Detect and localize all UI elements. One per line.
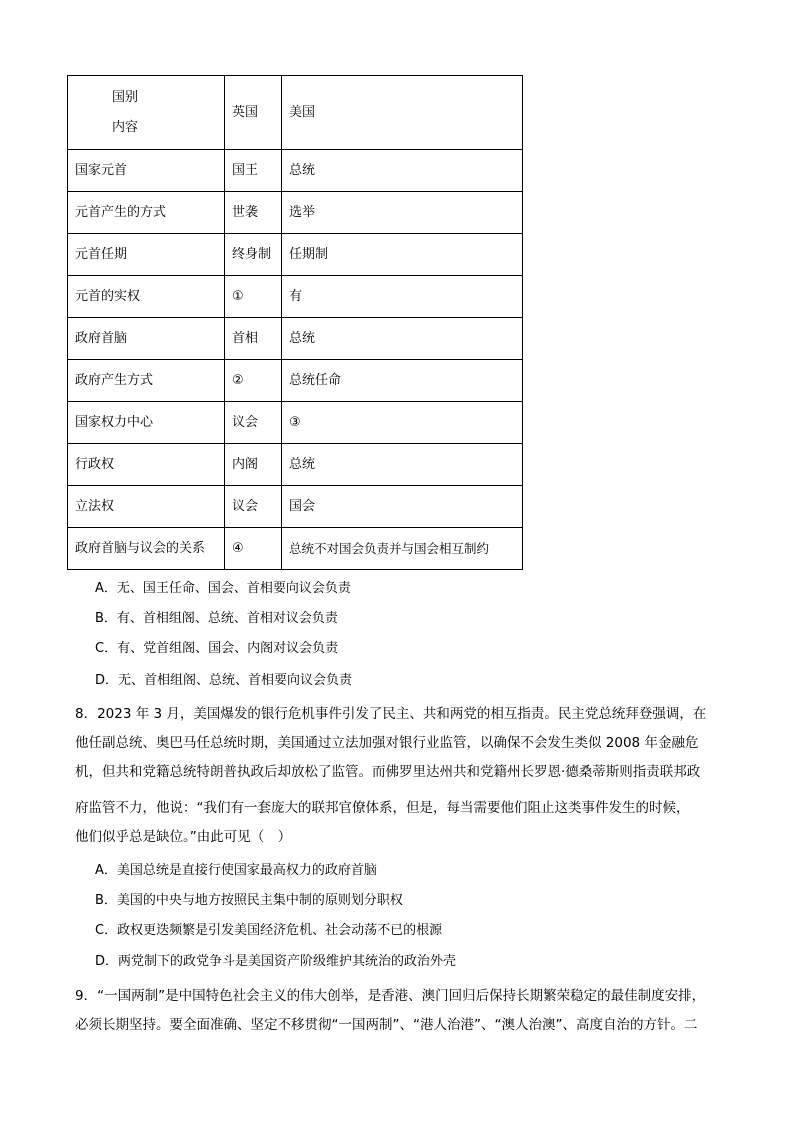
q7-option-a[interactable]: A．无、国王任命、国会、首相要向议会负责 — [95, 581, 351, 596]
table-header-row — [68, 76, 523, 150]
row-uk: 内阁 — [225, 444, 282, 486]
q7-option-d[interactable]: D．无、首相组阁、总统、首相要向议会负责 — [95, 673, 353, 688]
row-item: 元首的实权 — [68, 276, 225, 318]
row-uk: 终身制 — [225, 234, 282, 276]
q8-line-2: 他任副总统、奥巴马任总统时期，美国通过立法加强对银行业监管，以确保不会发生类似 2008 年金融危 — [75, 735, 699, 751]
row-us: ③ — [282, 402, 523, 444]
table-row — [68, 360, 523, 402]
table-row — [68, 276, 523, 318]
q8-line-4: 府监管不力，他说：“我们有一套庞大的联邦官僚体系，但是，每当需要他们阻止这类事件发生的时候， — [75, 800, 690, 816]
table-row — [68, 192, 523, 234]
q8-line-5: 他们似乎总是缺位。”由此可见（ ） — [75, 829, 292, 845]
row-us: 有 — [282, 276, 523, 318]
row-item: 国家元首 — [68, 150, 225, 192]
header-col-label: 内容 — [112, 120, 139, 135]
q8-line-1: 8．2023 年 3 月，美国爆发的银行危机事件引发了民主、共和两党的相互指责。民主党总统拜登强调，在 — [75, 706, 707, 722]
row-uk: ② — [225, 360, 282, 402]
row-item: 政府首脑与议会的关系 — [68, 528, 225, 570]
row-uk: 国王 — [225, 150, 282, 192]
q8-option-b[interactable]: B．美国的中央与地方按照民主集中制的原则划分职权 — [95, 893, 403, 908]
comparison-table — [67, 75, 523, 570]
q8-option-c[interactable]: C．政权更迭频繁是引发美国经济危机、社会动荡不已的根源 — [95, 923, 443, 938]
q8-option-d[interactable]: D．两党制下的政党争斗是美国资产阶级维护其统治的政治外壳 — [95, 954, 457, 969]
row-uk: ④ — [225, 528, 282, 570]
q7-option-b[interactable]: B．有、首相组阁、总统、首相对议会负责 — [95, 611, 338, 626]
row-uk: 议会 — [225, 486, 282, 528]
row-item: 元首任期 — [68, 234, 225, 276]
row-us: 选举 — [282, 192, 523, 234]
q7-option-c[interactable]: C．有、党首组阁、国会、内阁对议会负责 — [95, 641, 339, 656]
row-us: 总统不对国会负责并与国会相互制约 — [282, 528, 523, 570]
row-item: 政府产生方式 — [68, 360, 225, 402]
row-us: 国会 — [282, 486, 523, 528]
q9-line-2: 必须长期坚持。要全面准确、坚定不移贯彻“一国两制”、“港人治港”、“澳人治澳”、高度自治的方针。二 — [75, 1017, 698, 1033]
row-item: 政府首脑 — [68, 318, 225, 360]
q9-line-1: 9．“一国两制”是中国特色社会主义的伟大创举，是香港、澳门回归后保持长期繁荣稳定的最佳制度安排， — [75, 988, 706, 1004]
row-item: 立法权 — [68, 486, 225, 528]
row-uk: 议会 — [225, 402, 282, 444]
header-uk: 英国 — [225, 76, 282, 150]
row-us: 任期制 — [282, 234, 523, 276]
row-uk: ① — [225, 276, 282, 318]
row-uk: 首相 — [225, 318, 282, 360]
row-item: 国家权力中心 — [68, 402, 225, 444]
table-row — [68, 402, 523, 444]
header-row-label: 国别 — [112, 90, 139, 105]
q8-option-a[interactable]: A．美国总统是直接行使国家最高权力的政府首脑 — [95, 863, 377, 878]
table-row — [68, 234, 523, 276]
row-us: 总统 — [282, 444, 523, 486]
table-row — [68, 444, 523, 486]
table-row — [68, 528, 523, 570]
row-us: 总统 — [282, 318, 523, 360]
table-row — [68, 150, 523, 192]
row-item: 元首产生的方式 — [68, 192, 225, 234]
header-us: 美国 — [282, 76, 523, 150]
header-diagonal-cell — [68, 76, 225, 150]
row-uk: 世袭 — [225, 192, 282, 234]
row-item: 行政权 — [68, 444, 225, 486]
q8-line-3: 机，但共和党籍总统特朗普执政后却放松了监管。而佛罗里达州共和党籍州长罗恩·德桑蒂斯则指责联邦政 — [75, 764, 701, 780]
row-us: 总统 — [282, 150, 523, 192]
row-us: 总统任命 — [282, 360, 523, 402]
table-row — [68, 486, 523, 528]
table-row — [68, 318, 523, 360]
